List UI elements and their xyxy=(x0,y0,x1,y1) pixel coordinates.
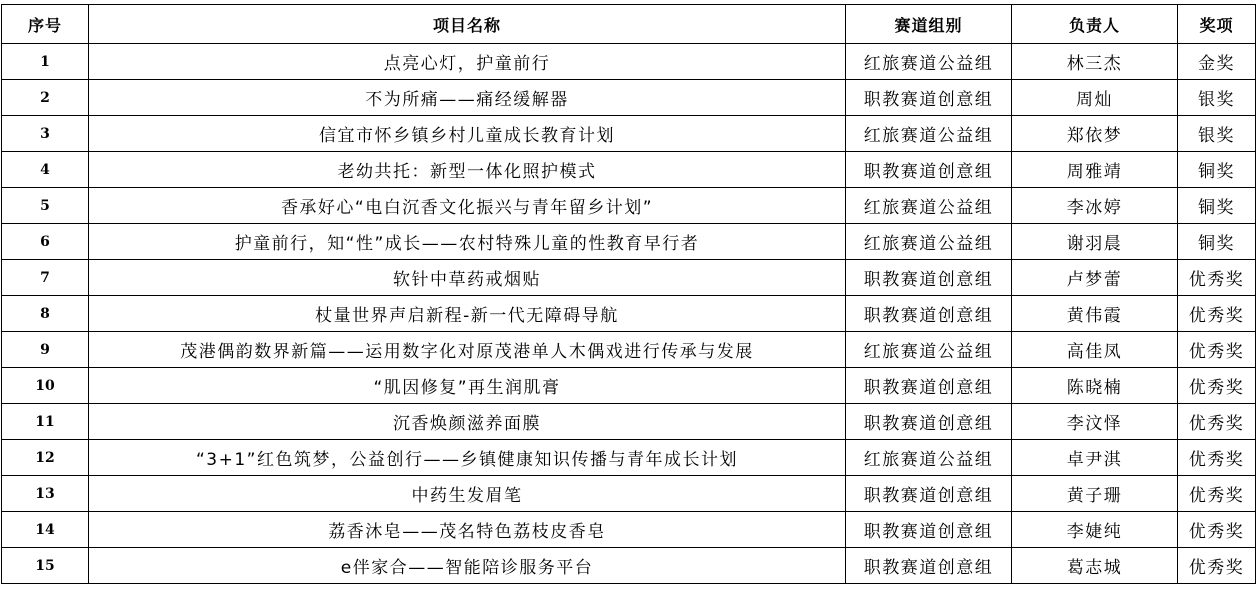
cell-track-group: 职教赛道创意组 xyxy=(846,548,1012,584)
cell-award: 优秀奖 xyxy=(1178,260,1256,296)
header-index: 序号 xyxy=(2,5,89,44)
cell-award: 优秀奖 xyxy=(1178,440,1256,476)
cell-project-name: 老幼共托：新型一体化照护模式 xyxy=(89,152,846,188)
cell-index: 5 xyxy=(2,188,89,224)
table-header-row xyxy=(2,5,1256,44)
cell-index: 12 xyxy=(2,440,89,476)
cell-owner: 高佳凤 xyxy=(1012,332,1178,368)
cell-award: 铜奖 xyxy=(1178,188,1256,224)
cell-award: 银奖 xyxy=(1178,80,1256,116)
cell-project-name: 茂港偶韵数界新篇——运用数字化对原茂港单人木偶戏进行传承与发展 xyxy=(89,332,846,368)
cell-track-group: 红旅赛道公益组 xyxy=(846,440,1012,476)
table-row xyxy=(2,260,1256,296)
cell-award: 优秀奖 xyxy=(1178,548,1256,584)
cell-award: 优秀奖 xyxy=(1178,332,1256,368)
cell-project-name: 中药生发眉笔 xyxy=(89,476,846,512)
cell-track-group: 红旅赛道公益组 xyxy=(846,224,1012,260)
cell-award: 铜奖 xyxy=(1178,224,1256,260)
cell-owner: 李冰婷 xyxy=(1012,188,1178,224)
cell-project-name: 不为所痛——痛经缓解器 xyxy=(89,80,846,116)
cell-track-group: 职教赛道创意组 xyxy=(846,152,1012,188)
cell-index: 8 xyxy=(2,296,89,332)
cell-index: 6 xyxy=(2,224,89,260)
cell-owner: 周雅靖 xyxy=(1012,152,1178,188)
cell-index: 2 xyxy=(2,80,89,116)
cell-award: 银奖 xyxy=(1178,116,1256,152)
header-project-name: 项目名称 xyxy=(89,5,846,44)
cell-track-group: 职教赛道创意组 xyxy=(846,404,1012,440)
table-row xyxy=(2,44,1256,80)
cell-track-group: 职教赛道创意组 xyxy=(846,512,1012,548)
cell-owner: 黄子珊 xyxy=(1012,476,1178,512)
cell-project-name: e伴家合——智能陪诊服务平台 xyxy=(89,548,846,584)
cell-project-name: 点亮心灯，护童前行 xyxy=(89,44,846,80)
cell-track-group: 红旅赛道公益组 xyxy=(846,116,1012,152)
cell-owner: 黄伟霞 xyxy=(1012,296,1178,332)
cell-project-name: 沉香焕颜滋养面膜 xyxy=(89,404,846,440)
cell-award: 铜奖 xyxy=(1178,152,1256,188)
cell-track-group: 职教赛道创意组 xyxy=(846,296,1012,332)
table-row xyxy=(2,188,1256,224)
cell-owner: 李婕纯 xyxy=(1012,512,1178,548)
cell-project-name: 荔香沐皂——茂名特色荔枝皮香皂 xyxy=(89,512,846,548)
cell-owner: 葛志城 xyxy=(1012,548,1178,584)
table-row xyxy=(2,80,1256,116)
cell-track-group: 红旅赛道公益组 xyxy=(846,188,1012,224)
cell-award: 优秀奖 xyxy=(1178,404,1256,440)
cell-owner: 郑依梦 xyxy=(1012,116,1178,152)
cell-project-name: 护童前行，知“性”成长——农村特殊儿童的性教育早行者 xyxy=(89,224,846,260)
cell-award: 优秀奖 xyxy=(1178,368,1256,404)
cell-index: 1 xyxy=(2,44,89,80)
table-row xyxy=(2,476,1256,512)
table-row xyxy=(2,116,1256,152)
cell-index: 15 xyxy=(2,548,89,584)
cell-project-name: 软针中草药戒烟贴 xyxy=(89,260,846,296)
cell-owner: 林三杰 xyxy=(1012,44,1178,80)
cell-project-name: “3+1”红色筑梦，公益创行——乡镇健康知识传播与青年成长计划 xyxy=(89,440,846,476)
cell-project-name: 香承好心“电白沉香文化振兴与青年留乡计划” xyxy=(89,188,846,224)
table-row xyxy=(2,404,1256,440)
cell-track-group: 红旅赛道公益组 xyxy=(846,44,1012,80)
table-row xyxy=(2,224,1256,260)
cell-index: 3 xyxy=(2,116,89,152)
cell-project-name: 信宜市怀乡镇乡村儿童成长教育计划 xyxy=(89,116,846,152)
cell-track-group: 职教赛道创意组 xyxy=(846,260,1012,296)
cell-track-group: 职教赛道创意组 xyxy=(846,80,1012,116)
cell-index: 13 xyxy=(2,476,89,512)
cell-owner: 李汶怿 xyxy=(1012,404,1178,440)
table-row xyxy=(2,548,1256,584)
cell-index: 7 xyxy=(2,260,89,296)
cell-award: 优秀奖 xyxy=(1178,476,1256,512)
cell-owner: 卓尹淇 xyxy=(1012,440,1178,476)
header-award: 奖项 xyxy=(1178,5,1256,44)
cell-track-group: 红旅赛道公益组 xyxy=(846,332,1012,368)
cell-owner: 卢梦蕾 xyxy=(1012,260,1178,296)
table-row xyxy=(2,440,1256,476)
table-row xyxy=(2,296,1256,332)
cell-index: 11 xyxy=(2,404,89,440)
cell-index: 14 xyxy=(2,512,89,548)
header-track-group: 赛道组别 xyxy=(846,5,1012,44)
cell-project-name: 杖量世界声启新程-新一代无障碍导航 xyxy=(89,296,846,332)
cell-award: 优秀奖 xyxy=(1178,512,1256,548)
table-row xyxy=(2,332,1256,368)
cell-project-name: “肌因修复”再生润肌膏 xyxy=(89,368,846,404)
table-row xyxy=(2,512,1256,548)
cell-index: 10 xyxy=(2,368,89,404)
cell-index: 4 xyxy=(2,152,89,188)
cell-owner: 谢羽晨 xyxy=(1012,224,1178,260)
cell-track-group: 职教赛道创意组 xyxy=(846,476,1012,512)
cell-track-group: 职教赛道创意组 xyxy=(846,368,1012,404)
cell-owner: 陈晓楠 xyxy=(1012,368,1178,404)
cell-index: 9 xyxy=(2,332,89,368)
cell-owner: 周灿 xyxy=(1012,80,1178,116)
results-table xyxy=(1,4,1256,584)
table-row xyxy=(2,368,1256,404)
cell-award: 优秀奖 xyxy=(1178,296,1256,332)
cell-award: 金奖 xyxy=(1178,44,1256,80)
table-row xyxy=(2,152,1256,188)
header-owner: 负责人 xyxy=(1012,5,1178,44)
